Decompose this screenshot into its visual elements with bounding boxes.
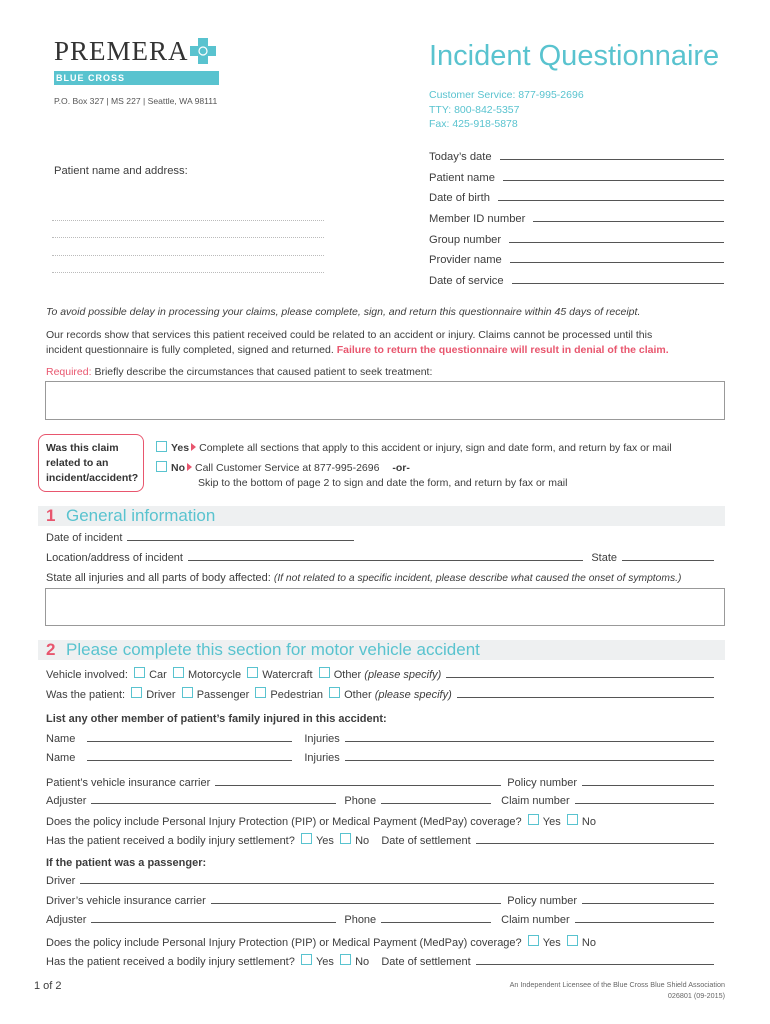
- section-1-title: General information: [66, 506, 216, 525]
- patient-name-address-label: Patient name and address:: [54, 165, 188, 177]
- other-vehicle-checkbox[interactable]: [319, 667, 330, 678]
- patient-role-row: Was the patient: Driver Passenger Pedestrian Other (please specify): [46, 687, 714, 701]
- driver-pip-question-row: Does the policy include Personal Injury Protection (PIP) or Medical Payment (MedPay) coverage? Yes No: [46, 937, 596, 949]
- blue-cross-icon: [190, 38, 216, 64]
- other-role-input[interactable]: [457, 689, 714, 698]
- driver-settlement-date-input[interactable]: [476, 956, 714, 965]
- return-deadline-notice: To avoid possible delay in processing your claims, please complete, sign, and return this questionnaire within 45 days of receipt.: [46, 306, 641, 318]
- licensee-notice: An Independent Licensee of the Blue Cross Blue Shield Association 026801 (09-2015): [509, 980, 725, 1000]
- date-of-birth-field[interactable]: Date of birth: [429, 192, 724, 213]
- watercraft-checkbox[interactable]: [247, 667, 258, 678]
- claim-question: Was this claim related to an incident/accident?: [38, 434, 144, 492]
- passenger-checkbox[interactable]: [182, 687, 193, 698]
- patient-info-fields: [429, 151, 724, 296]
- page-number: 1 of 2: [34, 980, 62, 992]
- location-field[interactable]: Location/address of incident State: [46, 552, 714, 564]
- driver-checkbox[interactable]: [131, 687, 142, 698]
- driver-settlement-no-checkbox[interactable]: [340, 954, 351, 965]
- denial-warning: Failure to return the questionnaire will result in denial of the claim.: [336, 343, 669, 356]
- settlement-yes-checkbox[interactable]: [301, 833, 312, 844]
- family-member-row[interactable]: Name Injuries: [46, 733, 714, 745]
- page-title: Incident Questionnaire: [429, 40, 720, 72]
- claim-no-option[interactable]: No Call Customer Service at 877-995-2696 -or-: [156, 461, 410, 474]
- patient-address-line[interactable]: [52, 272, 324, 273]
- section-1-header: 1 General information: [38, 506, 725, 526]
- driver-adjuster-row[interactable]: Adjuster Phone Claim number: [46, 914, 714, 926]
- group-number-field[interactable]: Group number: [429, 234, 724, 255]
- required-description-label: Required: Briefly describe the circumstances that caused patient to seek treatment:: [46, 366, 433, 378]
- logo-blue-cross-bar: BLUE CROSS: [54, 71, 219, 85]
- settlement-no-checkbox[interactable]: [340, 833, 351, 844]
- fax-number: Fax: 425-918-5878: [429, 118, 518, 130]
- patient-name-field[interactable]: Patient name: [429, 172, 724, 193]
- claim-no-instructions: Skip to the bottom of page 2 to sign and date the form, and return by fax or mail: [198, 477, 568, 489]
- patient-address-line[interactable]: [52, 255, 324, 256]
- motorcycle-checkbox[interactable]: [173, 667, 184, 678]
- customer-service-phone: Customer Service: 877-995-2696: [429, 89, 584, 101]
- pip-yes-checkbox[interactable]: [528, 814, 539, 825]
- pip-no-checkbox[interactable]: [567, 814, 578, 825]
- patient-address-line[interactable]: [52, 220, 324, 221]
- driver-pip-no-checkbox[interactable]: [567, 935, 578, 946]
- logo-wordmark: PREMERA: [54, 36, 189, 66]
- section-2-title: Please complete this section for motor vehicle accident: [66, 640, 480, 659]
- settlement-row: Has the patient received a bodily injury settlement? Yes No Date of settlement: [46, 833, 714, 847]
- driver-settlement-row: Has the patient received a bodily injury settlement? Yes No Date of settlement: [46, 954, 714, 968]
- adjuster-row[interactable]: Adjuster Phone Claim number: [46, 795, 714, 807]
- section-2-header: 2 Please complete this section for motor vehicle accident: [38, 640, 725, 660]
- yes-checkbox[interactable]: [156, 441, 167, 452]
- vehicle-involved-row: Vehicle involved: Car Motorcycle Watercraft Other (please specify): [46, 667, 714, 681]
- mailing-address: P.O. Box 327 | MS 227 | Seattle, WA 98111: [54, 96, 218, 106]
- driver-insurance-row[interactable]: Driver’s vehicle insurance carrier Policy number: [46, 895, 714, 907]
- tty-phone: TTY: 800-842-5357: [429, 103, 520, 116]
- car-checkbox[interactable]: [134, 667, 145, 678]
- patient-address-line[interactable]: [52, 237, 324, 238]
- member-id-field[interactable]: Member ID number: [429, 213, 724, 234]
- family-heading: List any other member of patient’s family injured in this accident:: [46, 713, 387, 725]
- arrow-icon: [187, 463, 192, 471]
- date-of-incident-field[interactable]: Date of incident: [46, 532, 354, 544]
- other-vehicle-input[interactable]: [446, 669, 714, 678]
- driver-field[interactable]: Driver: [46, 875, 714, 887]
- family-member-row[interactable]: Name Injuries: [46, 752, 714, 764]
- date-of-service-field[interactable]: Date of service: [429, 275, 724, 296]
- premera-logo: [54, 36, 189, 67]
- patient-insurance-row[interactable]: Patient’s vehicle insurance carrier Policy number: [46, 777, 714, 789]
- contact-info: [429, 88, 584, 132]
- driver-pip-yes-checkbox[interactable]: [528, 935, 539, 946]
- driver-settlement-yes-checkbox[interactable]: [301, 954, 312, 965]
- no-checkbox[interactable]: [156, 461, 167, 472]
- pedestrian-checkbox[interactable]: [255, 687, 266, 698]
- form-code: 026801 (09-2015): [667, 991, 725, 1000]
- records-notice: Our records show that services this patient received could be related to an accident or injury. Claims cannot be processed until this incident questionnaire is fully completed, signed and returned. Failure to return the questionnaire will result in denial of the claim.: [46, 329, 669, 356]
- passenger-heading: If the patient was a passenger:: [46, 857, 207, 869]
- claim-yes-option[interactable]: Yes Complete all sections that apply to this accident or injury, sign and date form, and return by fax or mail: [156, 441, 672, 454]
- other-role-checkbox[interactable]: [329, 687, 340, 698]
- injuries-textbox[interactable]: [45, 588, 725, 626]
- settlement-date-input[interactable]: [476, 835, 714, 844]
- arrow-icon: [191, 443, 196, 451]
- provider-name-field[interactable]: Provider name: [429, 254, 724, 275]
- injuries-label: State all injuries and all parts of body affected: (If not related to a specific incident, please describe what caused the onset of symptoms.): [46, 572, 682, 584]
- todays-date-field[interactable]: Today’s date: [429, 151, 724, 172]
- circumstances-textbox[interactable]: [45, 381, 725, 420]
- pip-question-row: Does the policy include Personal Injury Protection (PIP) or Medical Payment (MedPay) coverage? Yes No: [46, 816, 596, 828]
